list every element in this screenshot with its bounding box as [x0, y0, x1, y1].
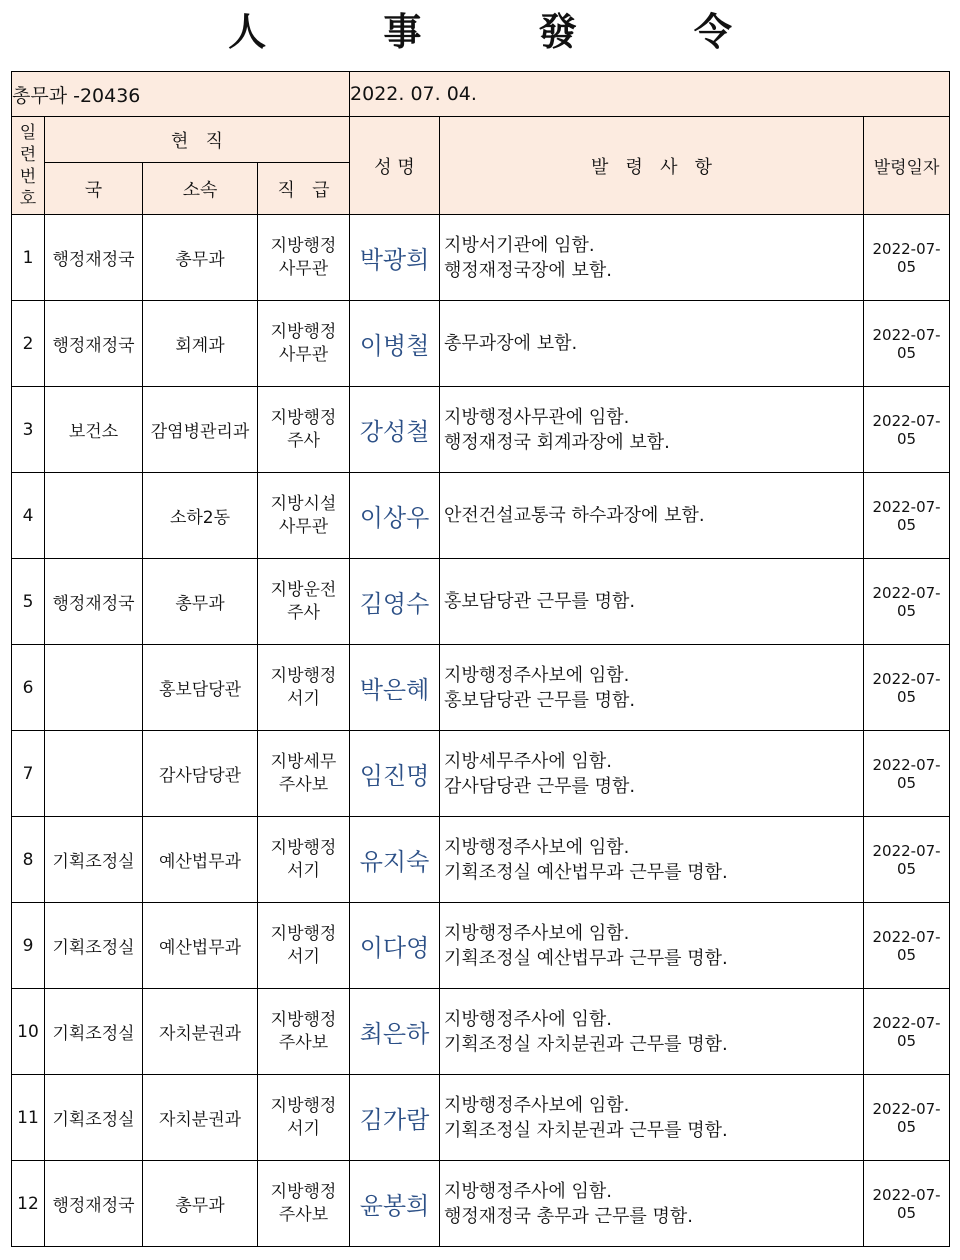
row-department: [45, 473, 143, 559]
rank-line-2: 주사: [287, 430, 320, 451]
row-department: 기획조정실: [45, 817, 143, 903]
table-body: [12, 215, 950, 1247]
row-name: 유지숙: [350, 817, 440, 903]
row-division: 예산법무과: [143, 817, 258, 903]
row-department: 기획조정실: [45, 903, 143, 989]
row-date: 2022-07-05: [864, 559, 950, 645]
row-detail: [440, 473, 864, 559]
row-date: 2022-07-05: [864, 387, 950, 473]
sosok-header: 소속: [143, 163, 258, 215]
detail-line-1: 지방행정주사보에 임함.: [444, 664, 630, 686]
row-detail: [440, 559, 864, 645]
rank-line-1: 지방행정: [270, 1181, 337, 1202]
rank-line-2: 주사: [287, 602, 320, 623]
rank-line-1: 지방행정: [270, 923, 337, 944]
row-date: 2022-07-05: [864, 817, 950, 903]
table-row: [12, 301, 950, 387]
current-position-header: 현 직: [45, 117, 350, 163]
detail-line-2: 행정재정국장에 보함.: [444, 259, 612, 281]
row-rank: [258, 387, 350, 473]
row-rank: [258, 215, 350, 301]
detail-line-2: 행정재정국 총무과 근무를 명함.: [444, 1205, 693, 1227]
row-name: 박은혜: [350, 645, 440, 731]
row-date: 2022-07-05: [864, 301, 950, 387]
row-department: 행정재정국: [45, 301, 143, 387]
rank-line-1: 지방행정: [270, 1009, 337, 1030]
rank-line-2: 주사보: [278, 1032, 329, 1053]
row-rank: [258, 817, 350, 903]
row-number: 9: [12, 903, 45, 989]
row-division: 회계과: [143, 301, 258, 387]
rank-line-1: 지방행정: [270, 1095, 337, 1116]
row-date: 2022-07-05: [864, 989, 950, 1075]
row-name: 최은하: [350, 989, 440, 1075]
detail-line-1: 안전건설교통국 하수과장에 보함.: [444, 505, 705, 526]
row-number: 6: [12, 645, 45, 731]
row-number: 12: [12, 1161, 45, 1247]
table-row: [12, 473, 950, 559]
row-number: 8: [12, 817, 45, 903]
rank-line-2: 서기: [287, 1118, 320, 1139]
row-division: 소하2동: [143, 473, 258, 559]
row-name: 임진명: [350, 731, 440, 817]
table-row: [12, 387, 950, 473]
rank-line-1: 지방운전: [270, 579, 337, 600]
row-detail: [440, 215, 864, 301]
row-name: 김가람: [350, 1075, 440, 1161]
row-name: 박광희: [350, 215, 440, 301]
rank-line-2: 사무관: [278, 516, 329, 537]
row-number: 11: [12, 1075, 45, 1161]
row-date: 2022-07-05: [864, 1075, 950, 1161]
row-number: 4: [12, 473, 45, 559]
row-department: 행정재정국: [45, 559, 143, 645]
row-date: 2022-07-05: [864, 903, 950, 989]
rank-line-2: 주사보: [278, 774, 329, 795]
row-department: 기획조정실: [45, 1075, 143, 1161]
row-rank: [258, 903, 350, 989]
table-row: [12, 989, 950, 1075]
detail-header: 발 령 사 항: [440, 117, 864, 215]
row-department: [45, 645, 143, 731]
row-number: 1: [12, 215, 45, 301]
row-detail: [440, 301, 864, 387]
row-division: 감염병관리과: [143, 387, 258, 473]
rank-line-2: 주사보: [278, 1204, 329, 1225]
document-info-bar: [12, 72, 950, 117]
table-row: [12, 559, 950, 645]
detail-line-1: 지방행정사무관에 임함.: [444, 406, 630, 428]
row-rank: [258, 473, 350, 559]
detail-line-1: 지방행정주사보에 임함.: [444, 922, 630, 944]
table-row: [12, 817, 950, 903]
row-detail: [440, 645, 864, 731]
row-date: 2022-07-05: [864, 215, 950, 301]
row-name: 윤봉희: [350, 1161, 440, 1247]
row-department: 보건소: [45, 387, 143, 473]
table-row: [12, 903, 950, 989]
rank-header: 직 급: [258, 163, 350, 215]
table-row: [12, 215, 950, 301]
rank-line-1: 지방행정: [270, 321, 337, 342]
rank-line-2: 서기: [287, 946, 320, 967]
row-number: 10: [12, 989, 45, 1075]
row-detail: [440, 903, 864, 989]
rank-line-1: 지방시설: [270, 493, 337, 514]
row-rank: [258, 1075, 350, 1161]
detail-line-1: 지방행정주사에 임함.: [444, 1180, 612, 1202]
rank-line-1: 지방행정: [270, 407, 337, 428]
row-number: 5: [12, 559, 45, 645]
row-detail: [440, 1075, 864, 1161]
header-row-1: [12, 117, 950, 163]
row-division: 감사담당관: [143, 731, 258, 817]
row-division: 예산법무과: [143, 903, 258, 989]
row-number: 7: [12, 731, 45, 817]
detail-line-2: 행정재정국 회계과장에 보함.: [444, 431, 670, 453]
detail-line-2: 홍보담당관 근무를 명함.: [444, 689, 636, 711]
row-department: 기획조정실: [45, 989, 143, 1075]
row-division: 자치분권과: [143, 1075, 258, 1161]
rank-line-2: 사무관: [278, 258, 329, 279]
rank-line-2: 서기: [287, 860, 320, 881]
row-division: 총무과: [143, 559, 258, 645]
row-rank: [258, 645, 350, 731]
row-date: 2022-07-05: [864, 645, 950, 731]
detail-line-2: 기획조정실 예산법무과 근무를 명함.: [444, 947, 728, 969]
table-row: [12, 645, 950, 731]
document-title: 人 事 發 令: [228, 9, 784, 54]
rank-line-2: 사무관: [278, 344, 329, 365]
document-number: 총무과 -20436: [12, 72, 350, 117]
row-name: 이병철: [350, 301, 440, 387]
row-date: 2022-07-05: [864, 731, 950, 817]
row-detail: [440, 1161, 864, 1247]
detail-line-1: 지방행정주사보에 임함.: [444, 836, 630, 858]
guk-header: 국: [45, 163, 143, 215]
row-rank: [258, 989, 350, 1075]
document-date: 2022. 07. 04.: [350, 72, 950, 117]
row-detail: [440, 989, 864, 1075]
rank-line-1: 지방행정: [270, 837, 337, 858]
rank-line-1: 지방행정: [270, 665, 337, 686]
detail-line-1: 홍보담당관 근무를 명함.: [444, 591, 636, 612]
rank-line-2: 서기: [287, 688, 320, 709]
row-name: 이상우: [350, 473, 440, 559]
row-rank: [258, 301, 350, 387]
row-rank: [258, 1161, 350, 1247]
detail-line-1: 지방행정주사에 임함.: [444, 1008, 612, 1030]
row-name: 강성철: [350, 387, 440, 473]
table-row: [12, 1075, 950, 1161]
table-row: [12, 1161, 950, 1247]
detail-line-1: 지방행정주사보에 임함.: [444, 1094, 630, 1116]
detail-line-2: 기획조정실 자치분권과 근무를 명함.: [444, 1033, 728, 1055]
row-division: 홍보담당관: [143, 645, 258, 731]
detail-line-1: 지방세무주사에 임함.: [444, 750, 612, 772]
rank-line-1: 지방행정: [270, 235, 337, 256]
row-division: 총무과: [143, 1161, 258, 1247]
detail-line-1: 지방서기관에 임함.: [444, 234, 595, 256]
row-detail: [440, 387, 864, 473]
row-name: 이다영: [350, 903, 440, 989]
row-number: 2: [12, 301, 45, 387]
detail-line-2: 감사담당관 근무를 명함.: [444, 775, 636, 797]
row-detail: [440, 731, 864, 817]
row-department: [45, 731, 143, 817]
row-division: 자치분권과: [143, 989, 258, 1075]
rank-line-1: 지방세무: [270, 751, 337, 772]
row-rank: [258, 731, 350, 817]
row-name: 김영수: [350, 559, 440, 645]
row-date: 2022-07-05: [864, 1161, 950, 1247]
name-header: 성 명: [350, 117, 440, 215]
row-date: 2022-07-05: [864, 473, 950, 559]
detail-line-2: 기획조정실 예산법무과 근무를 명함.: [444, 861, 728, 883]
detail-line-2: 기획조정실 자치분권과 근무를 명함.: [444, 1119, 728, 1141]
personnel-table: [11, 71, 950, 1247]
row-division: 총무과: [143, 215, 258, 301]
table-row: [12, 731, 950, 817]
row-department: 행정재정국: [45, 1161, 143, 1247]
seq-header: 일 련 번 호: [12, 117, 45, 215]
date-header: 발령일자: [864, 117, 950, 215]
row-detail: [440, 817, 864, 903]
detail-line-1: 총무과장에 보함.: [444, 333, 578, 354]
row-number: 3: [12, 387, 45, 473]
row-rank: [258, 559, 350, 645]
row-department: 행정재정국: [45, 215, 143, 301]
